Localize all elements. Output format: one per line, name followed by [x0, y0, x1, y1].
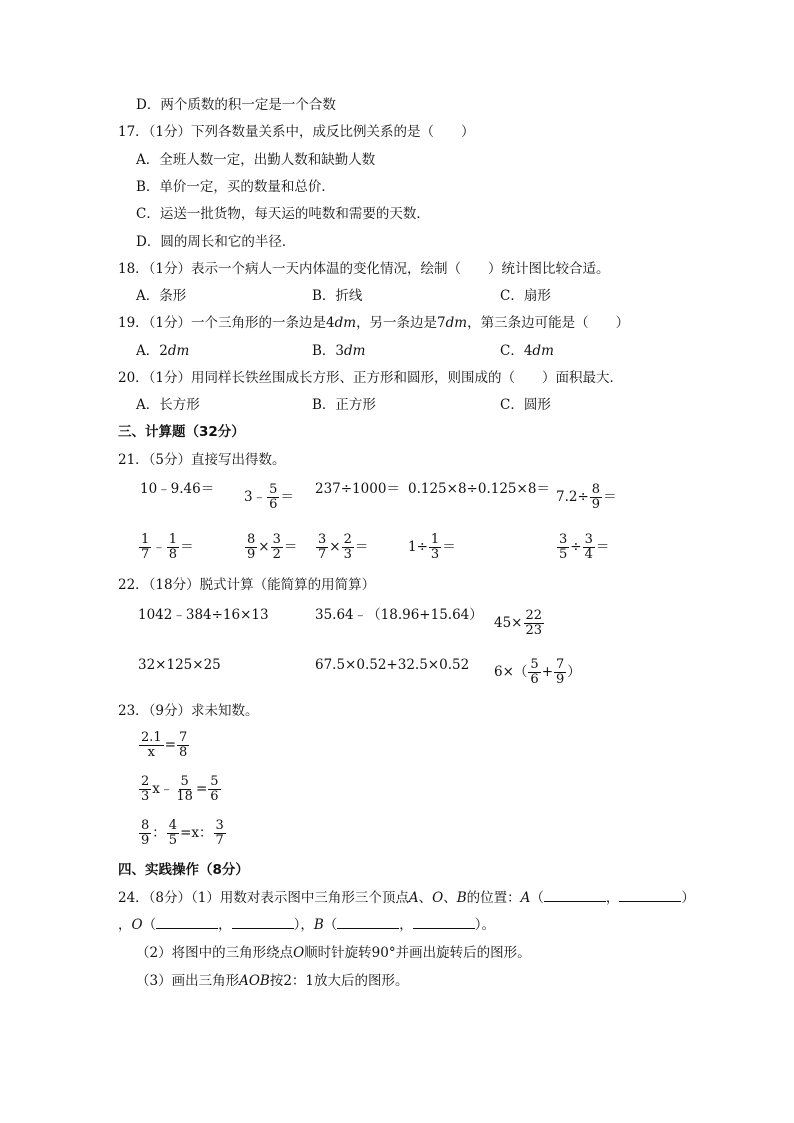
q20-stem: 20．（1分）用同样长铁丝围成长方形、正方形和圆形，则围成的（ ）面积最大． — [118, 370, 624, 386]
q19-stem: 19．（1分）一个三角形的一条边是4dm，另一条边是7dm，第三条边可能是（ ） — [118, 315, 630, 331]
answer-blank-o-x[interactable] — [156, 916, 218, 929]
q22-stem: 22．（18分）脱式计算（能简算的用简算） — [118, 577, 376, 593]
q24-part-1-cont: ，O（ ， ），B（ ， ）。 — [118, 917, 495, 933]
answer-blank-o-y[interactable] — [232, 916, 294, 929]
q19-option-c: C．4dm — [500, 343, 554, 359]
q22-expr-3: 45× $\frac{22}{23}$ — [494, 608, 543, 638]
section-3-heading: 三、计算题（32分） — [118, 424, 245, 440]
q24-part-2: （2）将图中的三角形绕点O顺时针旋转90°并画出旋转后的图形。 — [136, 945, 531, 961]
q22-expr-5: 67.5×0.52+32.5×0.52 — [315, 657, 470, 673]
q21-expr-7: $\frac{8}{9}$ × $\frac{3}{2}$ ＝ — [247, 532, 298, 562]
q16-option-d: D．两个质数的积一定是一个合数 — [136, 97, 336, 113]
q22-expr-2: 35.64﹣（18.96+15.64） — [315, 607, 483, 623]
q18-option-b: B．折线 — [312, 288, 363, 304]
q17-option-c: C．运送一批货物，每天运的吨数和需要的天数． — [136, 206, 430, 222]
q18-option-a: A．条形 — [136, 288, 187, 304]
q21-expr-1: 10﹣9.46＝ — [140, 481, 215, 497]
q21-expr-4: 0.125×8÷0.125×8＝ — [408, 481, 550, 497]
q24-part-3: （3）画出三角形AOB按2：1放大后的图形。 — [136, 973, 409, 989]
q23-equation-2: $\frac{2}{3}$ x﹣ $\frac{5}{18}$ = $\frac{5}{6}$ — [141, 774, 219, 804]
q22-expr-1: 1042﹣384÷16×13 — [138, 607, 269, 623]
q18-option-c: C．扇形 — [500, 288, 551, 304]
q22-expr-6: 6×（ $\frac{5}{6}$ + $\frac{7}{9}$ ） — [494, 657, 581, 687]
q22-expr-4: 32×125×25 — [138, 657, 221, 673]
answer-blank-b-y[interactable] — [413, 916, 475, 929]
q21-expr-8: $\frac{3}{7}$ × $\frac{2}{3}$ ＝ — [318, 532, 369, 562]
q21-stem: 21．（5分）直接写出得数。 — [118, 452, 286, 468]
q17-stem: 17．（1分）下列各数量关系中，成反比例关系的是（ ） — [118, 124, 475, 140]
q21-expr-6: $\frac{1}{7}$ ﹣ $\frac{1}{8}$ ＝ — [141, 532, 194, 562]
q21-expr-3: 237÷1000＝ — [315, 481, 400, 497]
answer-blank-a-y[interactable] — [619, 889, 681, 902]
q23-equation-3: $\frac{8}{9}$ ： $\frac{4}{5}$ =x： $\frac{3}{7}$ — [141, 818, 224, 848]
q17-option-d: D．圆的周长和它的半径． — [136, 234, 296, 250]
q17-option-a: A．全班人数一定，出勤人数和缺勤人数 — [136, 152, 376, 168]
q21-expr-2: 3﹣ $\frac{5}{6}$ ＝ — [244, 482, 294, 512]
q24-part-1: 24．（8分）（1）用数对表示图中三角形三个顶点A、O、B的位置：A（ ， ） — [118, 890, 695, 906]
answer-blank-a-x[interactable] — [544, 889, 606, 902]
q21-expr-5: 7.2÷ $\frac{8}{9}$ ＝ — [556, 482, 617, 512]
q21-expr-9: 1÷ $\frac{1}{3}$ ＝ — [408, 532, 456, 562]
q19-option-a: A．2dm — [136, 343, 190, 359]
section-4-heading: 四、实践操作（8分） — [118, 862, 249, 878]
q21-expr-10: $\frac{3}{5}$ ÷ $\frac{3}{4}$ ＝ — [559, 532, 610, 562]
q19-option-b: B．3dm — [312, 343, 366, 359]
q17-option-b: B．单价一定，买的数量和总价． — [136, 179, 335, 195]
q20-option-a: A．长方形 — [136, 397, 200, 413]
q23-stem: 23．（9分）求未知数。 — [118, 703, 259, 719]
q20-option-c: C．圆形 — [500, 397, 551, 413]
answer-blank-b-x[interactable] — [337, 916, 399, 929]
q18-stem: 18．（1分）表示一个病人一天内体温的变化情况，绘制（ ）统计图比较合适。 — [118, 261, 610, 277]
q20-option-b: B．正方形 — [312, 397, 376, 413]
q23-equation-1: $\frac{2.1}{x}$ = $\frac{7}{8}$ — [141, 730, 188, 760]
